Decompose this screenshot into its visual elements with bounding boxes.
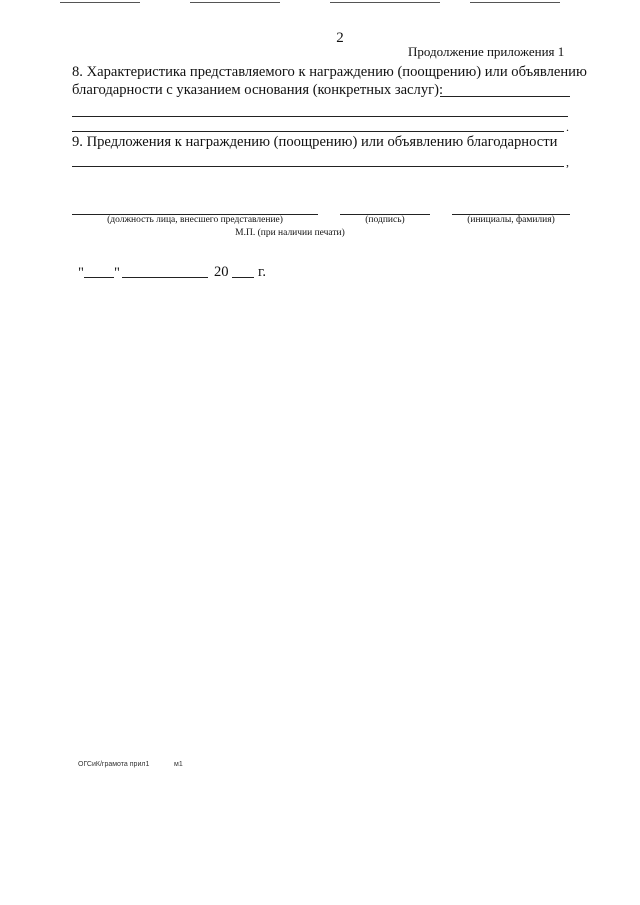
section-8-fill-line-3[interactable] <box>72 131 564 132</box>
stamp-note: М.П. (при наличии печати) <box>235 228 345 238</box>
scan-edge-line <box>190 2 280 3</box>
date-year-line[interactable] <box>232 277 254 278</box>
page-number: 2 <box>336 30 344 46</box>
date-open-quote: " <box>78 265 84 281</box>
date-year-prefix: 20 <box>214 264 229 280</box>
scan-edge-line <box>330 2 440 3</box>
date-day-line[interactable] <box>84 277 114 278</box>
scan-edge-line <box>60 2 140 3</box>
section-8-fill-line-2[interactable] <box>72 116 568 117</box>
date-close-quote: " <box>114 265 120 281</box>
section-9-line-1: 9. Предложения к награждению (поощрению) или объявлению благодарности <box>72 134 558 150</box>
appendix-note: Продолжение приложения 1 <box>408 44 565 59</box>
line-end-comma: , <box>566 155 569 169</box>
scan-edge-line <box>470 2 560 3</box>
signature-caption: (подпись) <box>365 215 405 225</box>
line-end-dot: . <box>566 120 569 134</box>
section-8-fill-line-1[interactable] <box>440 96 570 97</box>
section-8-line-1: 8. Характеристика представляемого к награждению (поощрению) или объявлению <box>72 64 587 80</box>
name-caption: (инициалы, фамилия) <box>467 215 555 225</box>
date-month-line[interactable] <box>122 277 208 278</box>
date-year-suffix: г. <box>258 264 266 280</box>
position-caption: (должность лица, внесшего представление) <box>107 215 283 225</box>
footer-document-code: ОГСиК/грамота прил1 <box>78 761 150 768</box>
section-9-fill-line[interactable] <box>72 166 564 167</box>
section-8-line-2: благодарности с указанием основания (конкретных заслуг): <box>72 82 444 98</box>
footer-sheet-mark: м1 <box>174 761 183 768</box>
